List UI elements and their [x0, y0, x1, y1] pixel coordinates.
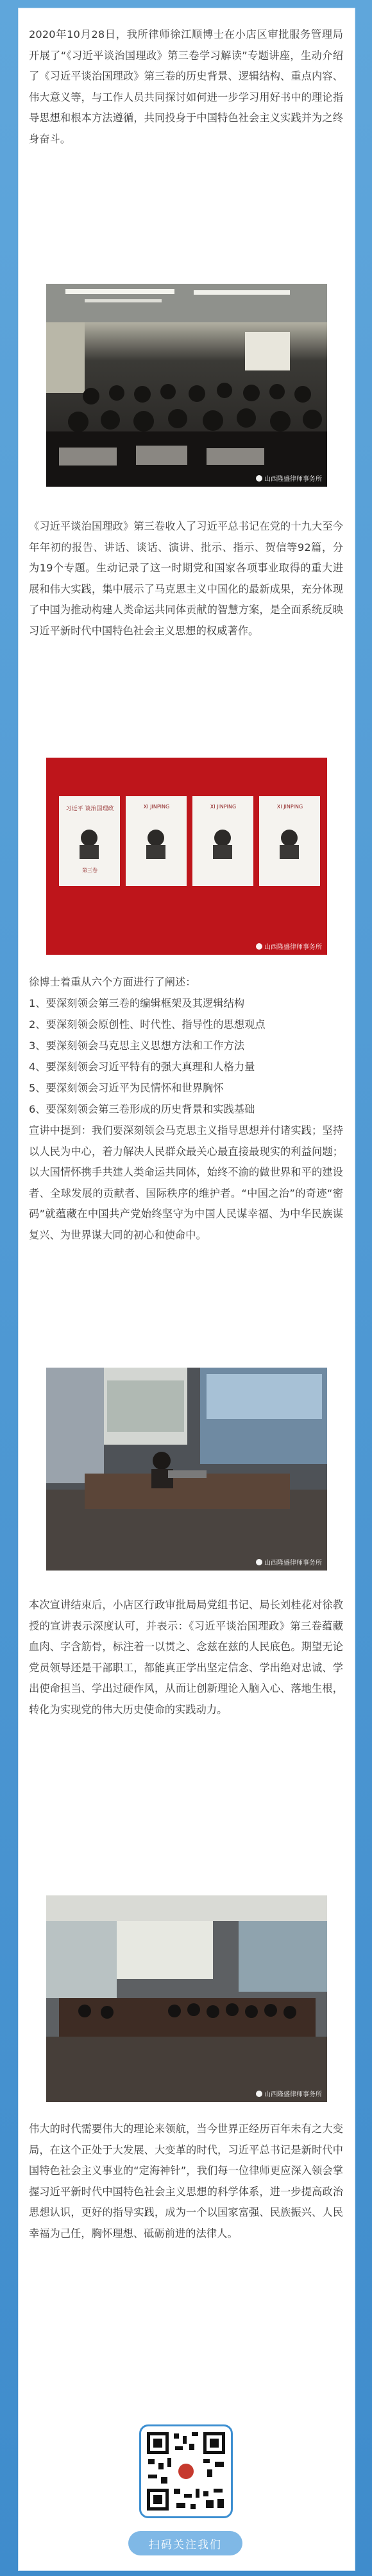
- book-title-foreign-2: XI JINPING: [210, 804, 237, 810]
- aspect-item-6: 6、要深刻领会第三卷形成的历史背景和实践基础: [29, 1103, 255, 1115]
- aspect-item-2: 2、要深刻领会原创性、时代性、指导性的思想观点: [29, 1018, 266, 1031]
- book-title-zh: 习近平 谈治国理政: [65, 806, 114, 812]
- aspect-item-5: 5、要深刻领会习近平为民情怀和世界胸怀: [29, 1082, 224, 1094]
- firm-logo-icon: [256, 943, 262, 950]
- speaker-scene: [46, 1368, 327, 1571]
- books-photo: [46, 758, 327, 955]
- speaker-photo: [46, 1368, 327, 1571]
- firm-logo-icon: [256, 1559, 262, 1565]
- book-volume-label: 第三卷: [82, 867, 97, 873]
- book-covers: [46, 758, 327, 955]
- qr-code[interactable]: [139, 2424, 233, 2518]
- watermark: 山西隆盛律师事务所: [256, 941, 322, 951]
- paragraph-director-response: 本次宣讲结束后，小店区行政审批局局党组书记、局长刘桂花对徐教授的宣讲表示深度认可，并表示：《习近平谈治国理政》第三卷蕴藏血肉、字含筋骨，标注着一以贯之、念兹在兹的人民底色。期望无论党员领导还是干部职工，都能真正学出坚定信念、学出绝对忠诚、学出使命担当、学出过硬作风，从而让创新理论入脑入心、落地生根，转化为实现党的伟大历史使命的实践动力。: [29, 1599, 343, 1716]
- paragraph-six-aspects-intro: 徐博士着重从六个方面进行了阐述：: [29, 976, 196, 988]
- watermark: 山西隆盛律师事务所: [256, 1557, 322, 1567]
- lecture-photo-2: [46, 1895, 327, 2102]
- aspect-item-3: 3、要深刻领会马克思主义思想方法和工作方法: [29, 1040, 245, 1052]
- book-title-foreign-1: XI JINPING: [143, 804, 170, 810]
- aspect-item-4: 4、要深刻领会习近平特有的强大真理和人格力量: [29, 1061, 255, 1073]
- paragraph-lecture-content: 宣讲中提到：我们要深刻领会马克思主义指导思想并付诸实践；坚持以人民为中心，着力解决人民群众最关心最直接最现实的利益问题；以大国情怀携手共建人类命运共同体，始终不渝的做世界和平的建设者、全球发展的贡献者、国际秩序的维护者。“中国之治”的奇迹“密码”就蕴藏在中国共产党始终坚守为中国人民谋幸福、为中华民族谋复兴、为世界谋大同的初心和使命中。: [29, 1124, 343, 1241]
- watermark: 山西隆盛律师事务所: [256, 473, 322, 483]
- paragraph-book-summary: 《习近平谈治国理政》第三卷收入了习近平总书记在党的十九大至今年年初的报告、讲话、谈话、演讲、批示、指示、贺信等92篇，分为19个专题。生动记录了这一时期党和国家各项事业取得的重大进展和伟大实践，集中展示了马克思主义中国化的最新成果，充分体现了中国为推动构建人类命运共同体贡献的智慧方案，是全面系统反映习近平新时代中国特色社会主义思想的权威著作。: [29, 520, 343, 637]
- firm-logo-icon: [256, 2091, 262, 2097]
- watermark: 山西隆盛律师事务所: [256, 2089, 322, 2098]
- lecture-photo-1: [46, 284, 327, 487]
- meeting-room-scene: [46, 1895, 327, 2102]
- paragraph-intro: 2020年10月28日，我所律师徐江顺博士在小店区审批服务管理局开展了“《习近平谈治国理政》第三卷学习解读”专题讲座，生动介绍了《习近平谈治国理政》第三卷的历史背景、逻辑结构、重点内容、伟大意义等，与工作人员共同探讨如何进一步学习用好书中的理论指导思想和根本方法遵循，共同投身于中国特色社会主义实践并为之终身奋斗。: [29, 28, 343, 145]
- audience-scene: [46, 284, 327, 487]
- book-title-foreign-3: XI JINPING: [276, 804, 303, 810]
- qr-code-pattern: [144, 2430, 228, 2513]
- aspect-item-1: 1、要深刻领会第三卷的编辑框架及其逻辑结构: [29, 997, 245, 1009]
- paragraph-conclusion: 伟大的时代需要伟大的理论来领航，当今世界正经历百年未有之大变局，在这个正处于大发展、大变革的时代，习近平总书记是新时代中国特色社会主义事业的“定海神针”，我们每一位律师更应深入领会掌握习近平新时代中国特色社会主义思想的科学体系，进一步提高政治思想认识，更好的指导实践，成为一个以国家富强、民族振兴、人民幸福为己任，胸怀理想、砥砺前进的法律人。: [29, 2123, 343, 2240]
- firm-logo-icon: [256, 475, 262, 482]
- follow-us-button[interactable]: 扫码关注我们: [128, 2531, 242, 2555]
